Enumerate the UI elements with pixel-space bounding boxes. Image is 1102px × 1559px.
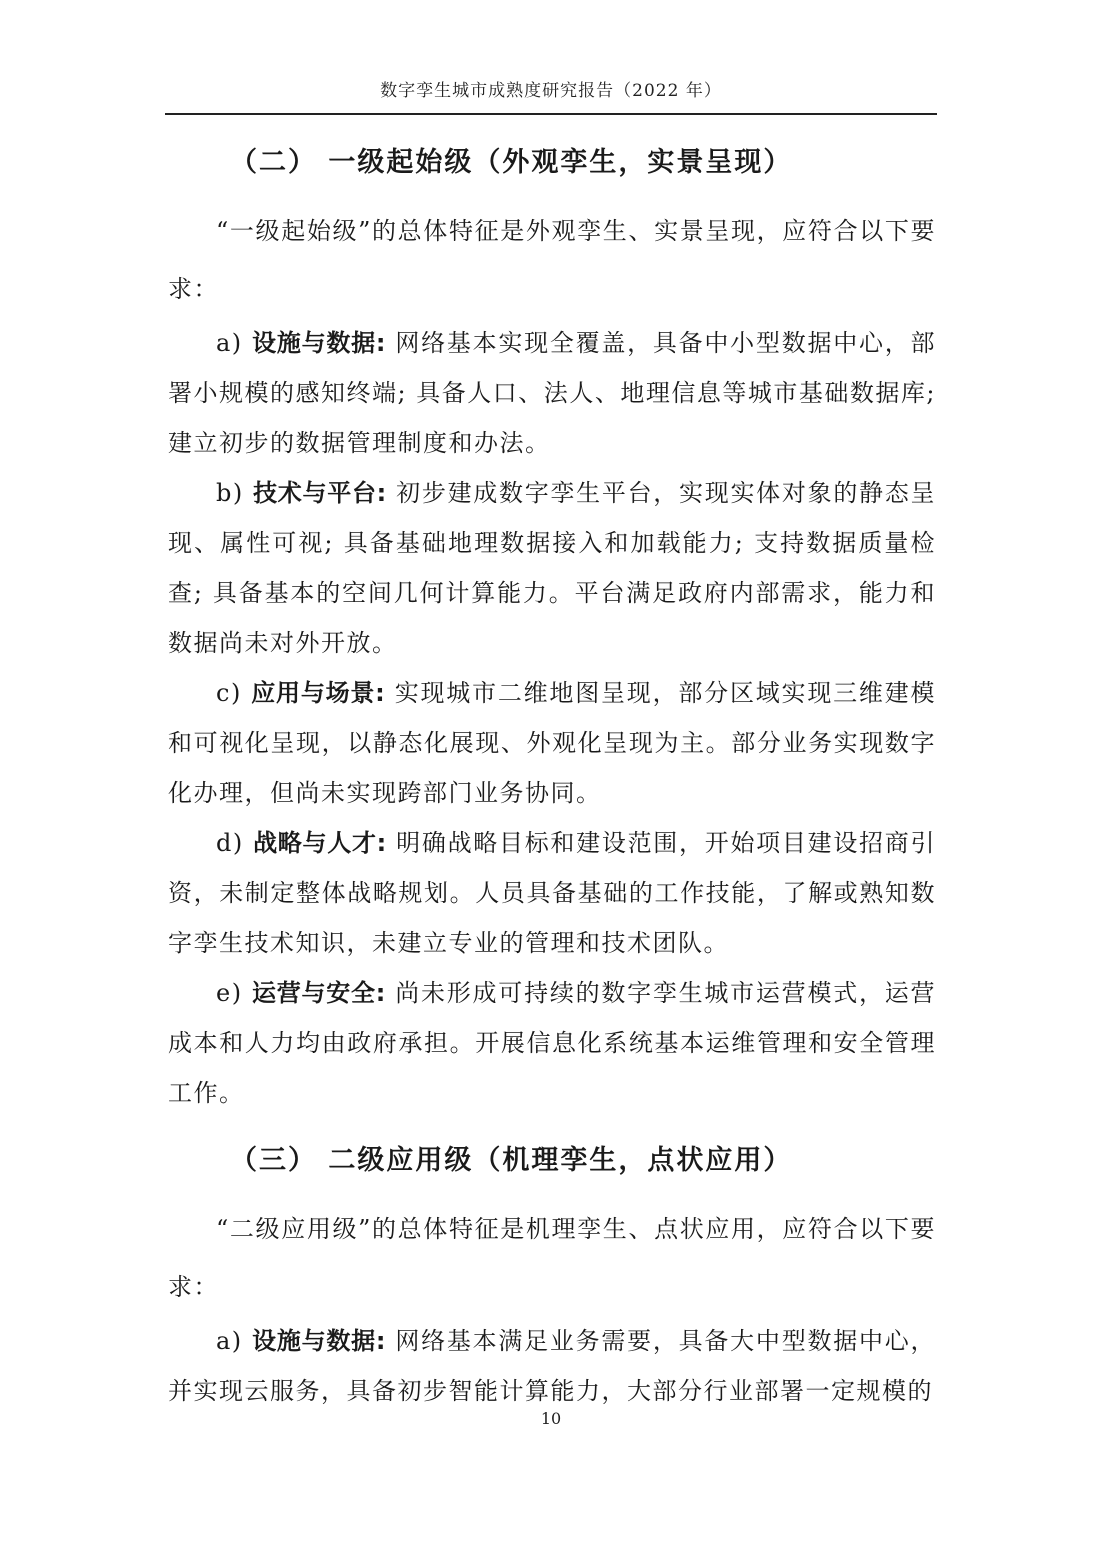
header-divider	[165, 113, 937, 115]
item-prefix: e)	[216, 979, 252, 1007]
item-text: 初步建成数字孪生平台，实现实体对象的静态呈现、属性可视; 具备基础地理数据接入和加载能力; 支持数据质量检查; 具备基本的空间几何计算能力。平台满足政府内部需求，能力和数据尚未对外开放。	[168, 479, 936, 657]
item-prefix: d)	[216, 829, 254, 857]
item-text: 明确战略目标和建设范围，开始项目建设招商引资，未制定整体战略规划。人员具备基础的工作技能，了解或熟知数字孪生技术知识，未建立专业的管理和技术团队。	[168, 829, 936, 957]
item-text: 网络基本实现全覆盖，具备中小型数据中心，部署小规模的感知终端; 具备人口、法人、地理信息等城市基础数据库; 建立初步的数据管理制度和办法。	[168, 329, 936, 457]
section-intro-level-2: “二级应用级”的总体特征是机理孪生、点状应用，应符合以下要求：	[168, 1215, 936, 1301]
requirement-item-strategy	[168, 818, 936, 968]
running-header: 数字孪生城市成熟度研究报告（2022 年）	[380, 81, 722, 101]
item-label: 设施与数据:	[252, 329, 386, 357]
requirement-item-application	[168, 668, 936, 818]
section-heading-level-2: （三） 二级应用级（机理孪生，点状应用）	[230, 1145, 793, 1176]
section-intro-level-1: “一级起始级”的总体特征是外观孪生、实景呈现，应符合以下要求：	[168, 217, 936, 303]
item-label: 运营与安全:	[251, 979, 386, 1007]
page-number: 10	[540, 1409, 562, 1428]
item-prefix: a)	[216, 1327, 253, 1355]
requirement-item-infrastructure	[168, 318, 936, 468]
item-label: 设施与数据:	[252, 1327, 386, 1355]
item-label: 应用与场景:	[251, 679, 386, 707]
page-body	[168, 138, 936, 1416]
item-text: 网络基本满足业务需要，具备大中型数据中心，并实现云服务，具备初步智能计算能力，大部分行业部署一定规模的	[168, 1327, 936, 1405]
requirement-item-operations	[168, 968, 936, 1118]
item-prefix: a)	[216, 329, 253, 357]
item-text: 实现城市二维地图呈现，部分区域实现三维建模和可视化呈现，以静态化展现、外观化呈现为主。部分业务实现数字化办理，但尚未实现跨部门业务协同。	[168, 679, 936, 807]
requirement-item-technology	[168, 468, 936, 668]
section-heading-level-1: （二） 一级起始级（外观孪生，实景呈现）	[230, 147, 793, 178]
item-prefix: c)	[216, 679, 252, 707]
item-text: 尚未形成可持续的数字孪生城市运营模式，运营成本和人力均由政府承担。开展信息化系统基本运维管理和安全管理工作。	[168, 979, 936, 1107]
item-label: 战略与人才:	[253, 829, 387, 857]
requirement-item-infrastructure-level-2	[168, 1316, 936, 1416]
item-prefix: b)	[216, 479, 254, 507]
item-label: 技术与平台:	[253, 479, 387, 507]
